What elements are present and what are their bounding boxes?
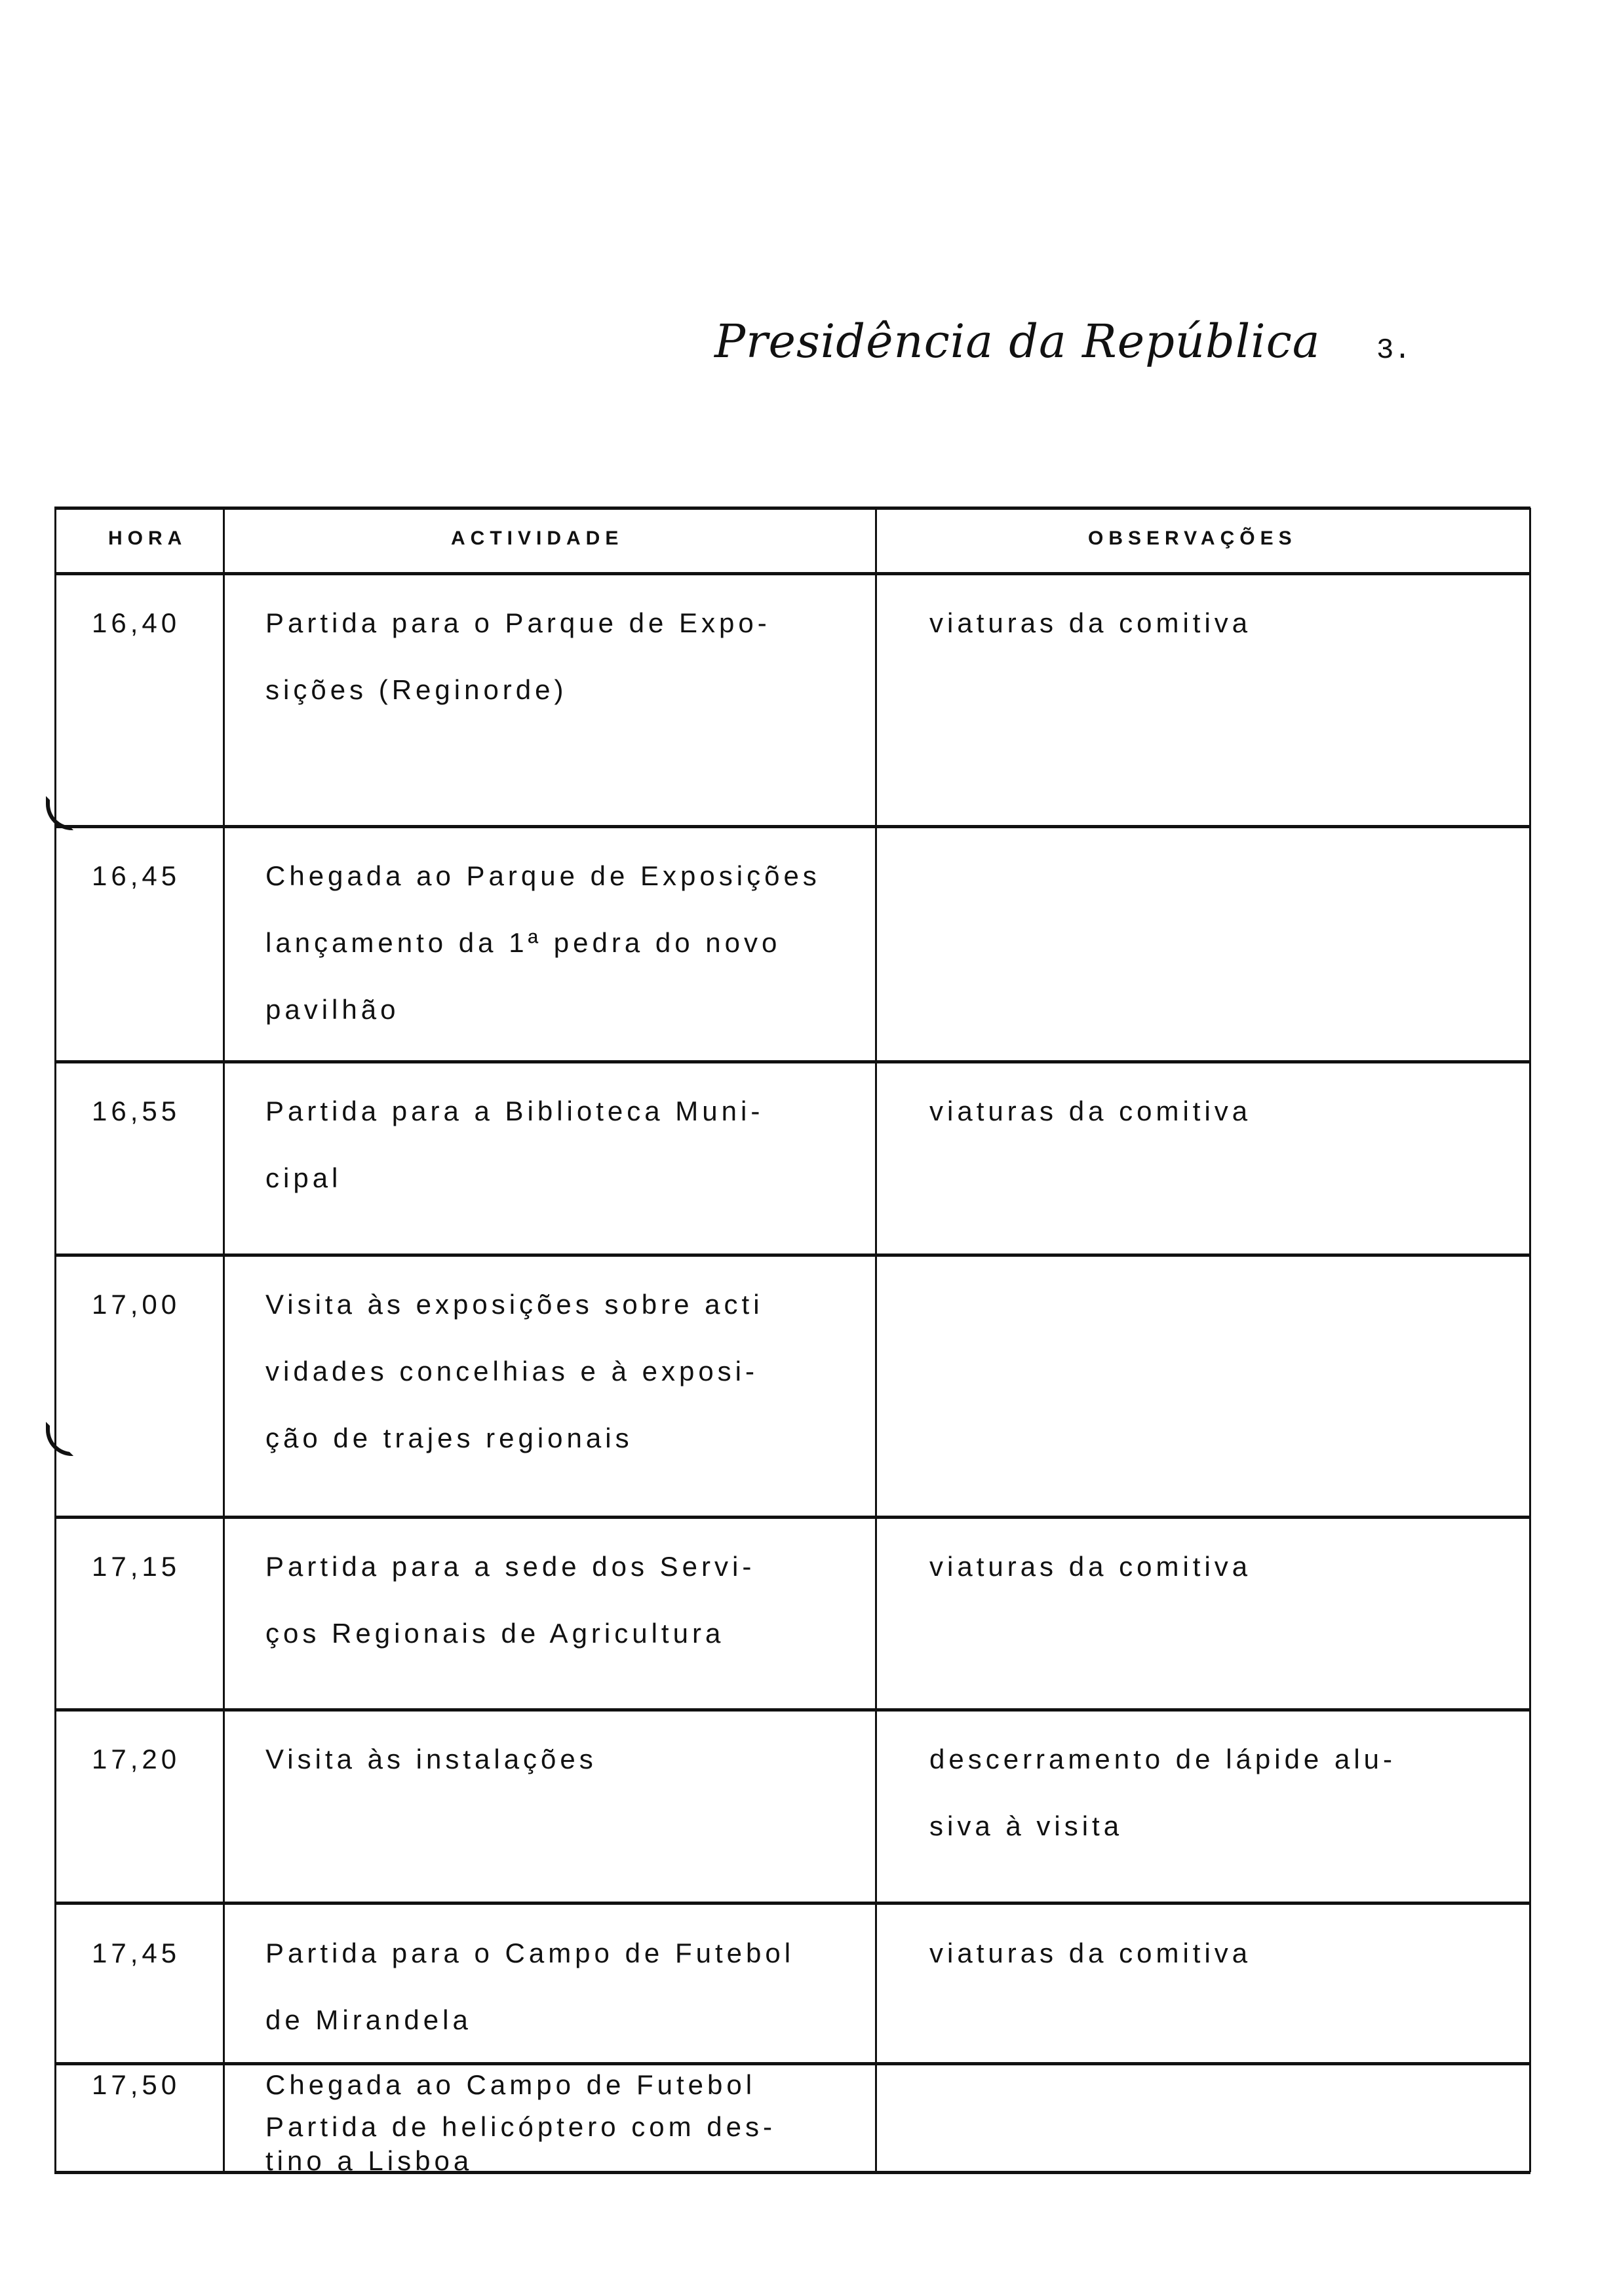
column-border: [54, 508, 56, 2172]
observations-cell: [929, 1078, 1251, 1145]
activity-cell: [265, 590, 771, 723]
activity-cell: [265, 2064, 776, 2174]
observations-cell: [929, 1726, 1396, 1860]
activity-cell: [265, 1533, 755, 1667]
activity-line: Partida para a sede dos Servi-: [265, 1551, 756, 1582]
page-number: 3.: [1376, 334, 1411, 367]
row-divider: [54, 1516, 1530, 1519]
time-cell: 17,20: [92, 1744, 181, 1774]
activity-line: lançamento da 1ª pedra do novo: [265, 927, 781, 958]
observation-line: viaturas da comitiva: [929, 1938, 1252, 1968]
activity-line: cipal: [265, 1162, 342, 1193]
activity-cell: [265, 1078, 764, 1212]
observations-cell: [929, 1533, 1251, 1600]
handwritten-mark: [46, 796, 73, 830]
row-divider: [54, 1060, 1530, 1063]
row-divider: [54, 825, 1530, 828]
observation-line: siva à visita: [929, 1810, 1123, 1841]
observations-cell: [929, 590, 1251, 657]
activity-line: sições (Reginorde): [265, 674, 568, 705]
column-header-hora: HORA: [108, 527, 187, 549]
column-header-observacoes: OBSERVAÇÕES: [1088, 527, 1297, 549]
observation-line: descerramento de lápide alu-: [929, 1744, 1396, 1774]
activity-line: Visita às instalações: [265, 1744, 597, 1774]
activity-line: Partida para o Campo de Futebol: [265, 1938, 795, 1968]
activity-line: de Mirandela: [265, 2004, 472, 2035]
activity-line: pavilhão: [265, 994, 400, 1025]
activity-line: Chegada ao Campo de Futebol: [265, 2069, 756, 2100]
column-border: [1529, 508, 1531, 2172]
column-border: [875, 508, 877, 2172]
activity-line: Partida para a Biblioteca Muni-: [265, 1096, 764, 1126]
activity-line: vidades concelhias e à exposi-: [265, 1356, 759, 1387]
row-divider: [54, 1708, 1530, 1712]
observation-line: viaturas da comitiva: [929, 1551, 1252, 1582]
time-cell: 17,00: [92, 1289, 181, 1320]
observation-line: viaturas da comitiva: [929, 607, 1252, 638]
activity-cell: [265, 843, 821, 1043]
activity-cell: [265, 1920, 794, 2054]
activity-line: Chegada ao Parque de Exposições: [265, 860, 821, 891]
table-top-border: [54, 507, 1530, 510]
activity-cell: [265, 1271, 764, 1472]
column-header-actividade: ACTIVIDADE: [451, 527, 624, 549]
time-cell: 17,45: [92, 1938, 181, 1968]
time-cell: 16,45: [92, 860, 181, 891]
handwritten-mark: [46, 1422, 73, 1456]
observations-cell: [929, 1920, 1251, 1987]
activity-line: tino a Lisboa: [265, 2145, 473, 2176]
row-divider: [54, 1253, 1530, 1257]
activity-line: ços Regionais de Agricultura: [265, 1618, 725, 1649]
header-divider: [54, 572, 1530, 575]
time-cell: 16,40: [92, 607, 181, 638]
observation-line: viaturas da comitiva: [929, 1096, 1252, 1126]
activity-cell: [265, 1726, 597, 1793]
column-border: [223, 508, 225, 2172]
row-divider: [54, 1902, 1530, 1905]
activity-line: Visita às exposições sobre acti: [265, 1289, 764, 1320]
time-cell: 17,15: [92, 1551, 181, 1582]
time-cell: 16,55: [92, 1096, 181, 1126]
letterhead-title: Presidência da República: [714, 315, 1321, 368]
activity-line: Partida para o Parque de Expo-: [265, 607, 771, 638]
time-cell: 17,50: [92, 2069, 181, 2100]
activity-line: ção de trajes regionais: [265, 1423, 633, 1453]
activity-line: Partida de helicóptero com des-: [265, 2111, 776, 2142]
